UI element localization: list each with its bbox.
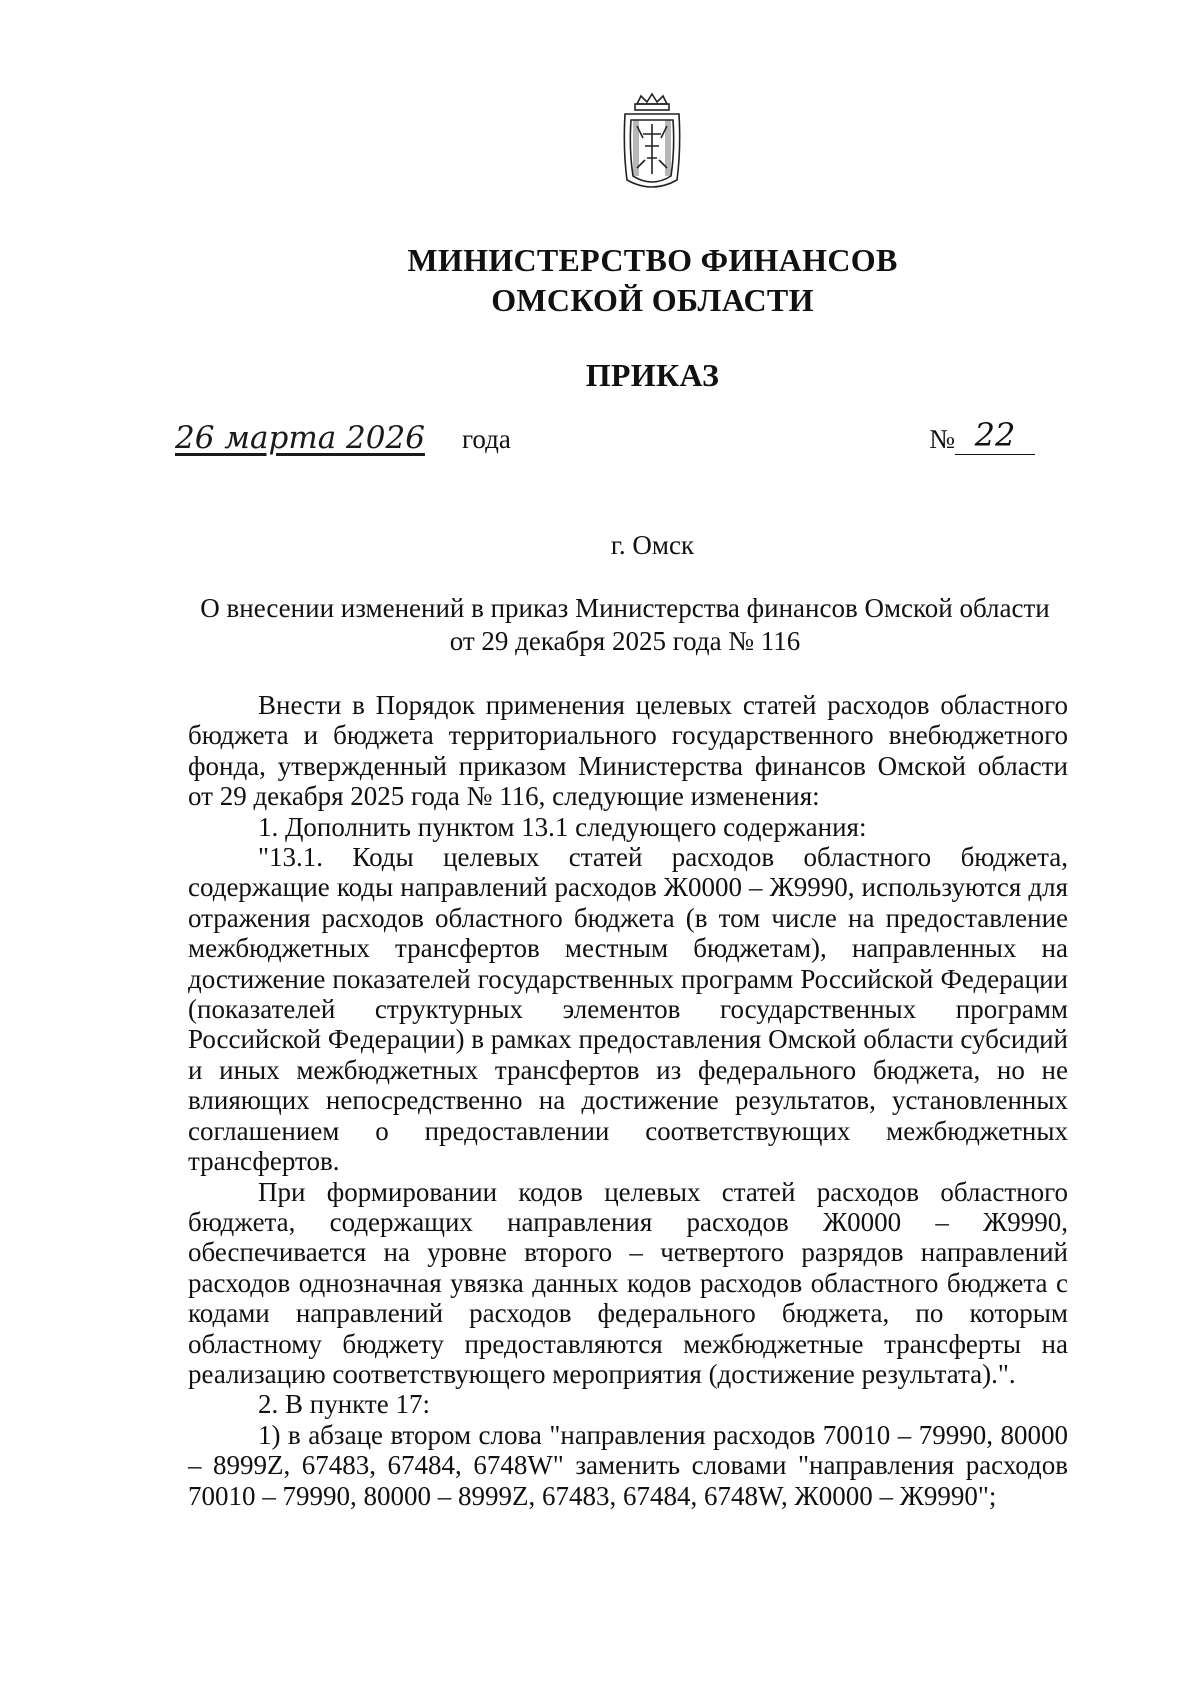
- order-number: 22: [955, 416, 1035, 455]
- city: г. Омск: [610, 530, 695, 560]
- order-body: [188, 690, 1068, 1511]
- handwritten-date: 26 марта 2026: [175, 420, 425, 456]
- document-type: ПРИКАЗ: [585, 357, 720, 393]
- subject-line-2: от 29 декабря 2025 года № 116: [449, 626, 801, 656]
- subject-line-1: О внесении изменений в приказ Министерства финансов Омской области: [200, 593, 1050, 623]
- ministry-title-line-2: ОМСКОЙ ОБЛАСТИ: [491, 282, 814, 318]
- coat-of-arms-icon: [617, 90, 687, 200]
- body-paragraph: При формировании кодов целевых статей расходов областного бюджета, содержащих направления расходов Ж0000 – Ж9990, обеспечивается на уровне второго – четвертого разрядов направлений расходов однозначная увязка данных кодов расходов областного бюджета с кодами направлений расходов федерального бюджета, по которым областному бюджету предоставляются межбюджетные трансферты на реализацию соответствующего мероприятия (достижение результата).".: [188, 1176, 1068, 1389]
- order-subject: [175, 592, 1075, 658]
- date-suffix: года: [462, 424, 511, 454]
- body-paragraph: 1. Дополнить пунктом 13.1 следующего содержания:: [258, 811, 867, 842]
- body-paragraph: "13.1. Коды целевых статей расходов областного бюджета, содержащие коды направлений расходов Ж0000 – Ж9990, используются для отражения расходов областного бюджета (в том числе на предоставление межбюджетных трансфертов местным бюджетам), направленных на достижение показателей государственных программ Российской Федерации (показателей структурных элементов государственных программ Российской Федерации) в рамках предоставления Омской области субсидий и иных межбюджетных трансфертов из федерального бюджета, но не влияющих непосредственно на достижение результатов, установленных соглашением о предоставлении соответствующих межбюджетных трансфертов.: [188, 842, 1068, 1177]
- body-paragraph: 1) в абзаце втором слова "направления расходов 70010 – 79990, 80000 – 8999Z, 67483, 67484, 6748W" заменить словами "направления расходов 70010 – 79990, 80000 – 8999Z, 67483, 67484, 6748W, Ж0000 – Ж9990";: [188, 1419, 1068, 1511]
- body-paragraph: Внести в Порядок применения целевых статей расходов областного бюджета и бюджета территориального государственного внебюджетного фонда, утвержденный приказом Министерства финансов Омской области от 29 декабря 2025 года № 116, следующие изменения:: [188, 690, 1068, 812]
- number-label: №: [929, 424, 955, 454]
- body-paragraph: 2. В пункте 17:: [258, 1389, 430, 1420]
- ministry-title-line-1: МИНИСТЕРСТВО ФИНАНСОВ: [407, 242, 898, 278]
- date-number-line: [175, 416, 1035, 464]
